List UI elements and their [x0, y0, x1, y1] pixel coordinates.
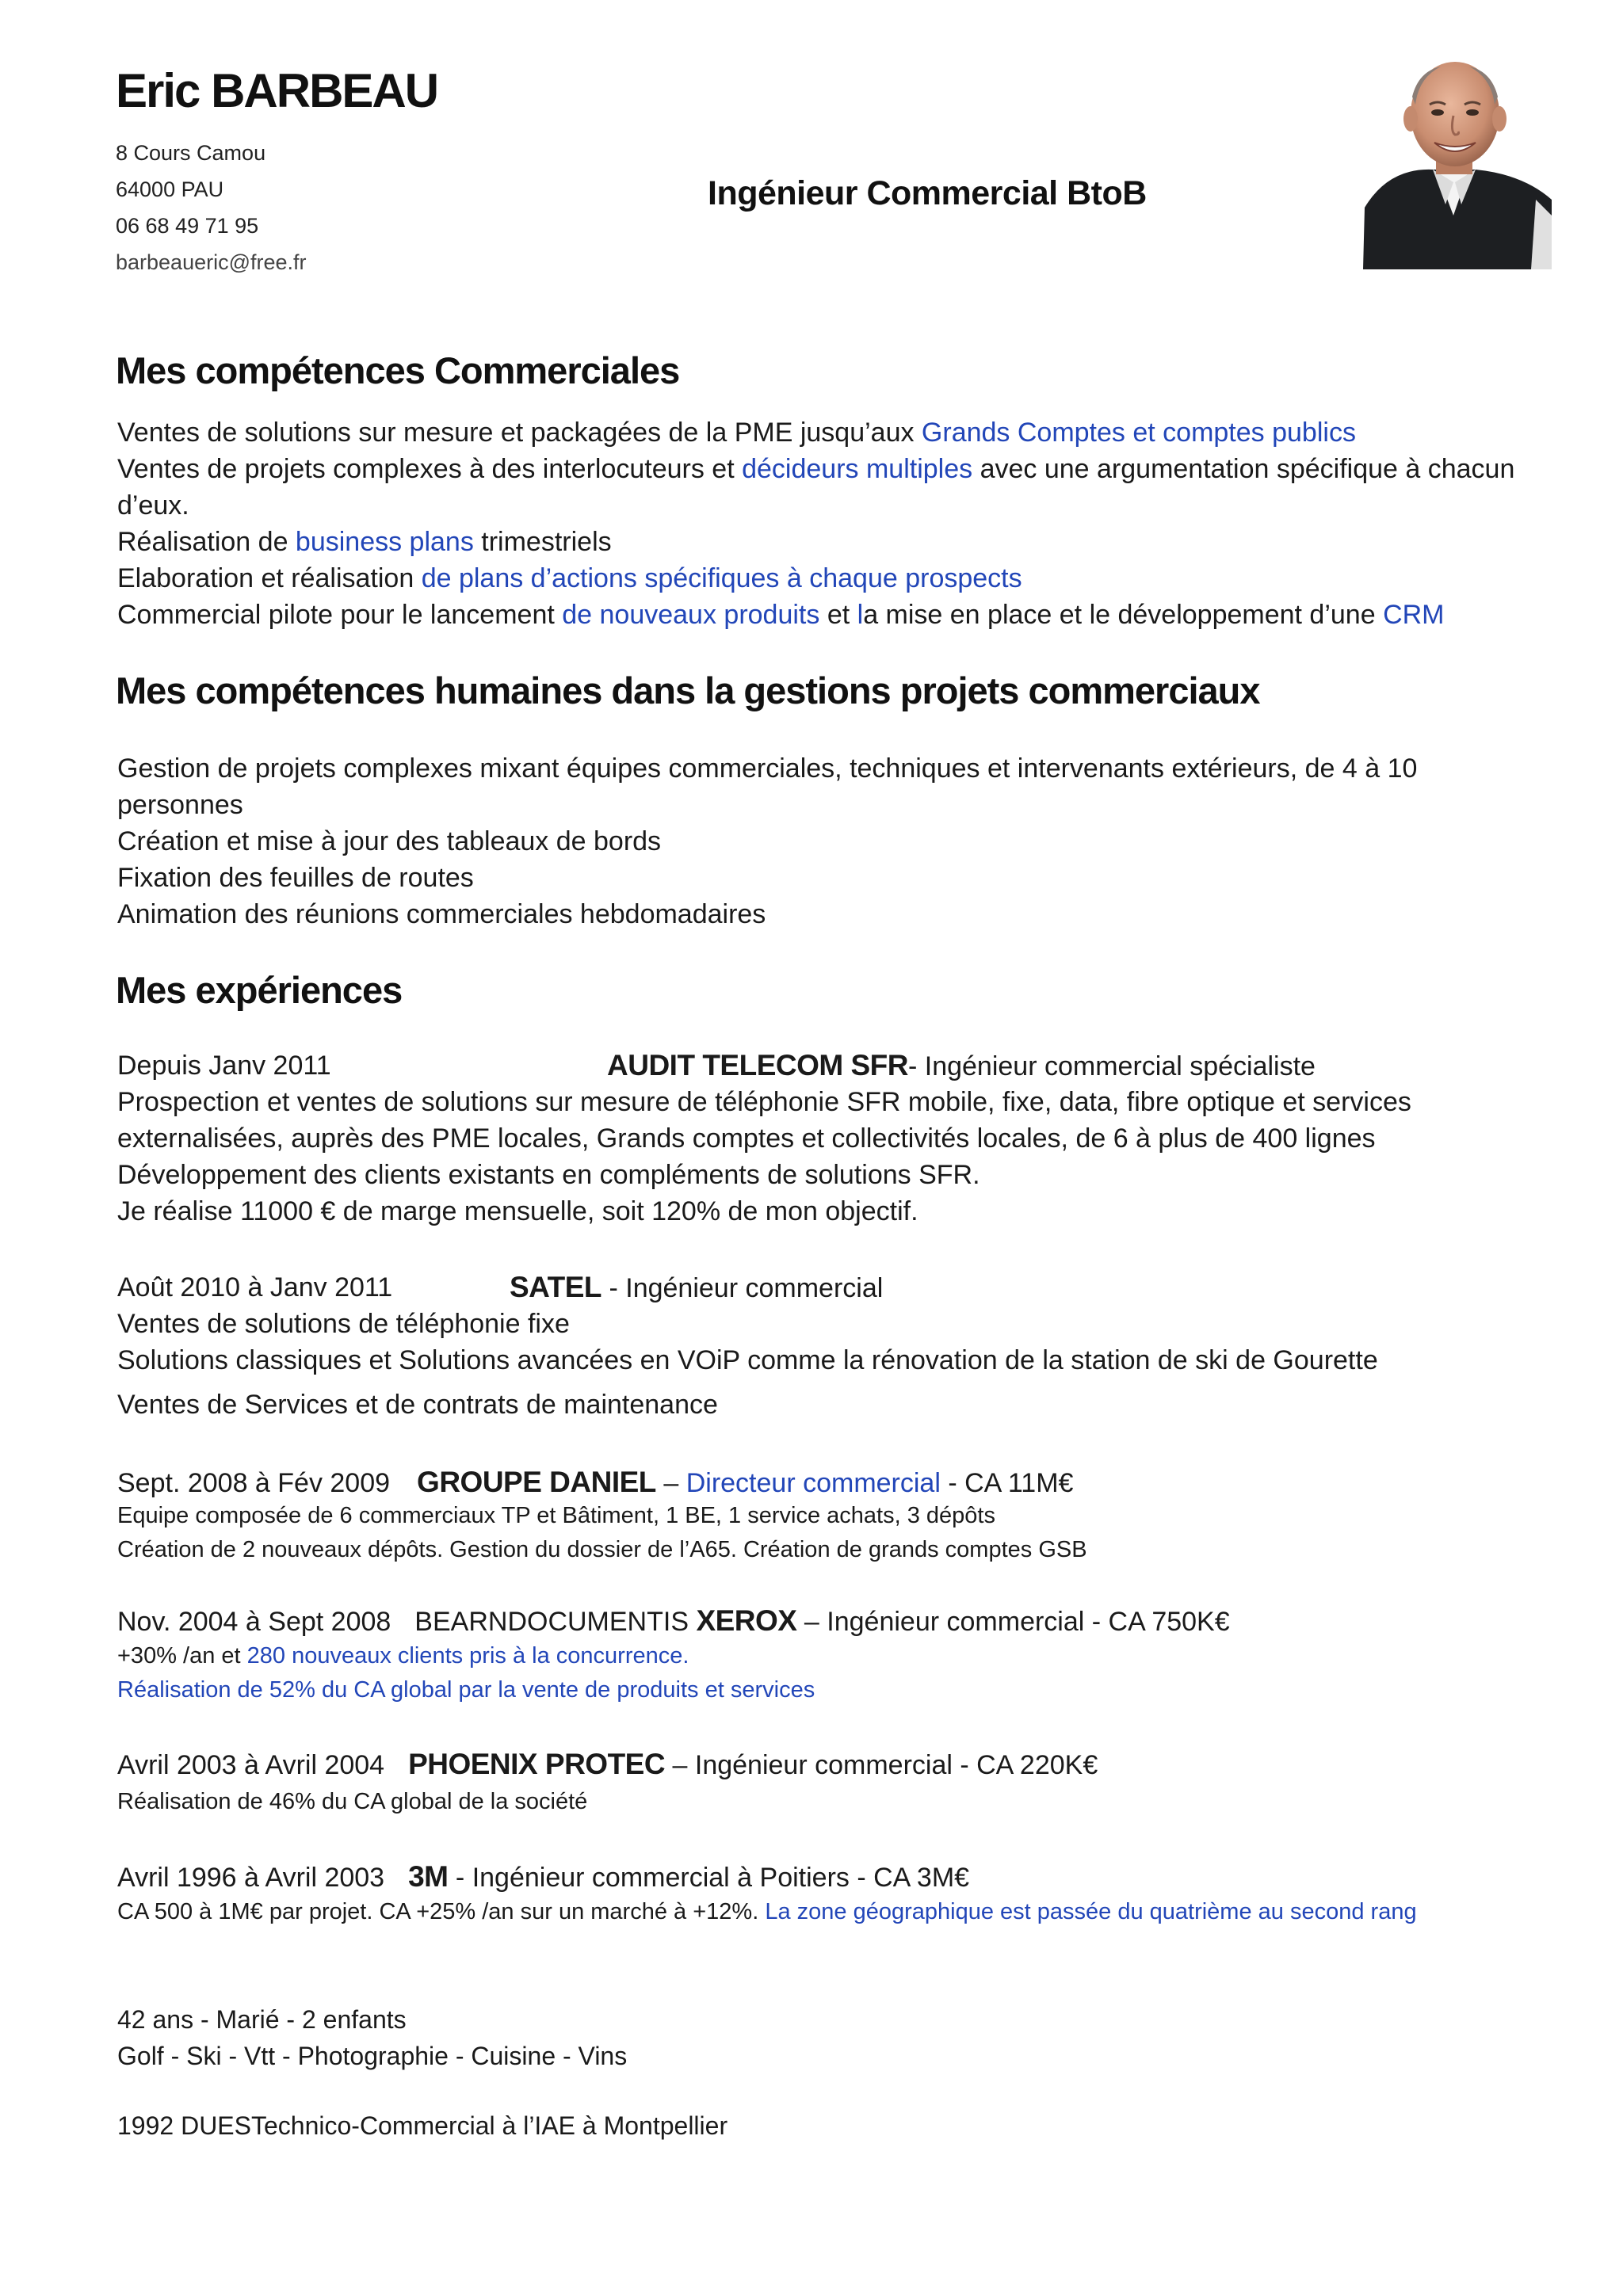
exp-sfr-heading: [607, 1049, 1316, 1082]
exp-daniel-heading: [117, 1466, 1073, 1499]
company-name: SATEL: [510, 1271, 602, 1303]
role: - Ingénieur commercial à Poitiers - CA 3M€: [448, 1863, 970, 1893]
text: et: [819, 600, 857, 630]
company-name: GROUPE DANIEL: [417, 1466, 656, 1498]
human-line-2: personnes: [117, 790, 243, 820]
exp-sfr-line-1: Prospection et ventes de solutions sur mesure de téléphonie SFR mobile, fixe, data, fibre optique et services: [117, 1087, 1411, 1117]
personal-line-2: Golf - Ski - Vtt - Photographie - Cuisine - Vins: [117, 2042, 628, 2070]
company-prefix: BEARNDOCUMENTIS: [414, 1607, 697, 1637]
exp-satel-line-3: Ventes de Services et de contrats de maintenance: [117, 1390, 718, 1420]
candidate-name: Eric BARBEAU: [116, 64, 438, 117]
highlight: Grands Comptes et comptes publics: [921, 418, 1356, 448]
exp-sfr-date: Depuis Janv 2011: [117, 1051, 331, 1081]
role: – Ingénieur commercial - CA 220K€: [665, 1750, 1098, 1780]
human-line-4: Fixation des feuilles de routes: [117, 863, 474, 893]
exp-3m-line-1: [117, 1899, 1417, 1925]
exp-3m-heading: [117, 1860, 969, 1894]
text: Elaboration et réalisation: [117, 563, 422, 593]
commercial-line-5: [117, 563, 1022, 594]
email-address: barbeaueric@free.fr: [116, 250, 307, 274]
exp-satel-line-1: Ventes de solutions de téléphonie fixe: [117, 1309, 570, 1339]
human-line-3: Création et mise à jour des tableaux de bords: [117, 826, 662, 856]
commercial-line-2: [117, 454, 1514, 485]
education-line: 1992 DUESTechnico-Commercial à l’IAE à Montpellier: [117, 2111, 728, 2140]
text: CA 500 à 1M€ par projet. CA +25% /an sur un marché à +12%.: [117, 1899, 766, 1924]
highlight: La zone géographique est passée du quatrième au second rang: [765, 1899, 1417, 1924]
highlight: de plans d’actions spécifiques à chaque prospects: [421, 563, 1022, 593]
phone-number: 06 68 49 71 95: [116, 214, 259, 238]
exp-phoenix-line-1: Réalisation de 46% du CA global de la société: [117, 1789, 588, 1814]
company-name: XEROX: [696, 1604, 797, 1637]
company-name: 3M: [408, 1860, 449, 1893]
highlight: l: [857, 600, 864, 630]
role: - Ingénieur commercial: [601, 1273, 884, 1303]
section-title-commercial: Mes compétences Commerciales: [116, 349, 680, 391]
personal-line-1: 42 ans - Marié - 2 enfants: [117, 2005, 407, 2034]
company-name: AUDIT TELECOM SFR: [607, 1049, 908, 1081]
date: Sept. 2008 à Fév 2009: [117, 1468, 391, 1498]
human-line-5: Animation des réunions commerciales hebdomadaires: [117, 899, 766, 929]
portrait-photo: [1357, 49, 1552, 269]
address-city: 64000 PAU: [116, 177, 224, 201]
exp-sfr-line-3: Développement des clients existants en compléments de solutions SFR.: [117, 1160, 980, 1190]
highlight: 280 nouveaux clients pris à la concurrence.: [246, 1643, 689, 1669]
exp-daniel-line-1: Equipe composée de 6 commerciaux TP et Bâtiment, 1 BE, 1 service achats, 3 dépôts: [117, 1503, 995, 1528]
commercial-line-6: [117, 600, 1445, 631]
text: Ventes de solutions sur mesure et packagées de la PME jusqu’aux: [117, 418, 922, 448]
text: a mise en place et le développement d’une: [863, 600, 1384, 630]
address-street: 8 Cours Camou: [116, 141, 266, 165]
exp-sfr-line-4: Je réalise 11000 € de marge mensuelle, soit 120% de mon objectif.: [117, 1196, 918, 1226]
commercial-line-1: [117, 418, 1356, 448]
text: +30% /an et: [117, 1643, 247, 1669]
highlight: CRM: [1383, 600, 1445, 630]
exp-satel-heading: [510, 1271, 883, 1304]
date: Nov. 2004 à Sept 2008: [117, 1607, 391, 1637]
role: Directeur commercial: [685, 1468, 941, 1498]
text: Commercial pilote pour le lancement: [117, 600, 563, 630]
exp-sfr-line-2: externalisées, auprès des PME locales, Grands comptes et collectivités locales, de 6 à plus de 400 lignes: [117, 1123, 1376, 1154]
text: avec une argumentation spécifique à chacun: [972, 454, 1515, 484]
job-title: Ingénieur Commercial BtoB: [708, 174, 1147, 212]
turnover: - CA 11M€: [940, 1468, 1074, 1498]
company-name: PHOENIX PROTEC: [408, 1748, 666, 1780]
dash: –: [655, 1468, 686, 1498]
role: – Ingénieur commercial - CA 750K€: [796, 1607, 1230, 1637]
date: Avril 2003 à Avril 2004: [117, 1750, 385, 1780]
text: trimestriels: [473, 527, 612, 557]
section-title-human: Mes compétences humaines dans la gestions projets commerciaux: [116, 669, 1260, 711]
role: - Ingénieur commercial spécialiste: [907, 1051, 1316, 1081]
human-line-1: Gestion de projets complexes mixant équipes commerciales, techniques et intervenants extérieurs, de 4 à 10: [117, 753, 1418, 784]
exp-phoenix-heading: [117, 1748, 1098, 1781]
text: Ventes de projets complexes à des interlocuteurs et: [117, 454, 743, 484]
highlight: décideurs multiples: [742, 454, 973, 484]
highlight: de nouveaux produits: [562, 600, 820, 630]
exp-daniel-line-2: Création de 2 nouveaux dépôts. Gestion du dossier de l’A65. Création de grands comptes GSB: [117, 1537, 1087, 1562]
exp-xerox-line-2: Réalisation de 52% du CA global par la vente de produits et services: [117, 1677, 815, 1703]
exp-satel-date: Août 2010 à Janv 2011: [117, 1272, 393, 1302]
date: Avril 1996 à Avril 2003: [117, 1863, 385, 1893]
exp-satel-line-2: Solutions classiques et Solutions avancées en VOiP comme la rénovation de la station de ski de Gourette: [117, 1345, 1378, 1375]
commercial-line-3: d’eux.: [117, 490, 189, 521]
text: Réalisation de: [117, 527, 296, 557]
highlight: business plans: [295, 527, 474, 557]
exp-xerox-heading: [117, 1604, 1230, 1638]
section-title-experience: Mes expériences: [116, 969, 403, 1011]
exp-xerox-line-1: [117, 1643, 689, 1669]
commercial-line-4: [117, 527, 612, 558]
